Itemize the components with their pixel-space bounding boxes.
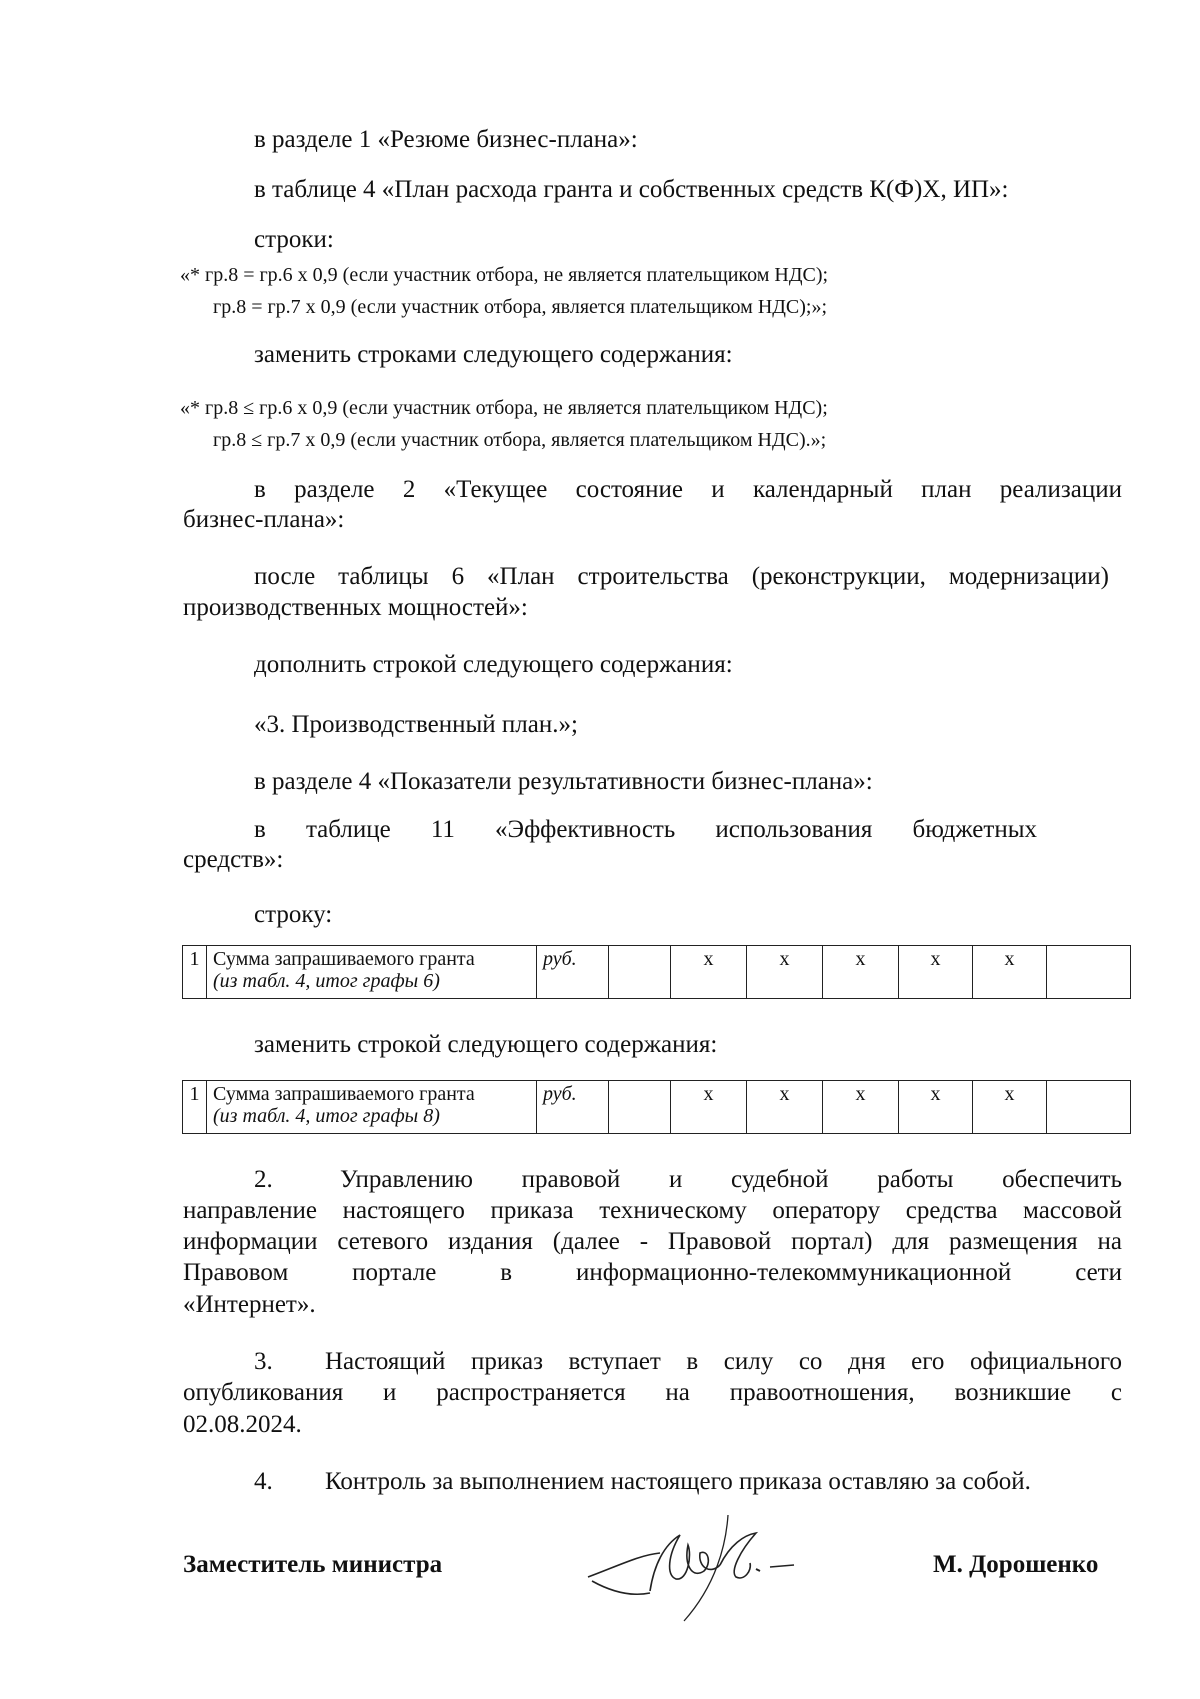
row-number: 1 <box>183 1081 207 1134</box>
value-cell <box>609 946 671 999</box>
signer-position: Заместитель министра <box>183 1551 443 1578</box>
table-row <box>183 946 1131 999</box>
item2-number: 2. <box>254 1166 273 1193</box>
item2-line5: «Интернет». <box>183 1291 316 1318</box>
value-cell: х <box>973 1081 1047 1134</box>
row-number: 1 <box>183 946 207 999</box>
item4-number: 4. <box>254 1468 273 1495</box>
value-cell <box>1047 946 1131 999</box>
value-cell: х <box>899 1081 973 1134</box>
paragraph-table11-line1: в таблице 11 «Эффективность использования бюджетных <box>254 816 1037 843</box>
item3-line2: опубликования и распространяется на правоотношения, возникшие с <box>183 1379 1122 1406</box>
paragraph-section4: в разделе 4 «Показатели результативности бизнес-плана»: <box>254 768 873 795</box>
value-cell: х <box>823 946 899 999</box>
item2-line3: информации сетевого издания (далее - Правовой портал) для размещения на <box>183 1228 1122 1255</box>
item2-line2: направление настоящего приказа техническому оператору средства массовой <box>183 1197 1122 1224</box>
item3-line3: 02.08.2024. <box>183 1411 302 1438</box>
unit-cell: руб. <box>537 946 609 999</box>
item3-number: 3. <box>254 1348 273 1375</box>
table-row-new <box>182 1080 1131 1134</box>
paragraph-add-row: дополнить строкой следующего содержания: <box>254 651 733 678</box>
item3-line1: Настоящий приказ вступает в силу со дня его официального <box>325 1348 1122 1375</box>
paragraph-section2-line2: бизнес-плана»: <box>183 506 345 533</box>
value-cell: х <box>747 1081 823 1134</box>
value-cell: х <box>671 1081 747 1134</box>
quote-old-line2: гр.8 = гр.7 х 0,9 (если участник отбора, является плательщиком НДС);»; <box>213 296 828 318</box>
paragraph-after-table6-line1: после таблицы 6 «План строительства (реконструкции, модернизации) <box>254 563 1109 590</box>
paragraph-table11-line2: средств»: <box>183 846 284 873</box>
item4-text: Контроль за выполнением настоящего приказа оставляю за собой. <box>325 1468 1031 1495</box>
value-cell: х <box>671 946 747 999</box>
paragraph-production-plan: «3. Производственный план.»; <box>254 711 578 738</box>
table-row <box>183 1081 1131 1134</box>
value-cell <box>609 1081 671 1134</box>
paragraph-table4: в таблице 4 «План расхода гранта и собственных средств К(Ф)Х, ИП»: <box>254 176 1009 203</box>
item2-line4: Правовом портале в информационно-телекоммуникационной сети <box>183 1259 1122 1286</box>
item2-line1: Управлению правовой и судебной работы обеспечить <box>340 1166 1122 1193</box>
handwritten-signature <box>580 1505 800 1625</box>
paragraph-section1: в разделе 1 «Резюме бизнес-плана»: <box>254 126 638 153</box>
paragraph-row-label: строку: <box>254 901 333 928</box>
indicator-name <box>207 1081 537 1134</box>
quote-old-line1: «* гр.8 = гр.6 х 0,9 (если участник отбора, не является плательщиком НДС); <box>180 264 829 286</box>
value-cell: х <box>899 946 973 999</box>
value-cell: х <box>747 946 823 999</box>
paragraph-replace-rows: заменить строками следующего содержания: <box>254 341 733 368</box>
paragraph-after-table6-line2: производственных мощностей»: <box>183 594 528 621</box>
indicator-name <box>207 946 537 999</box>
indicator-source: (из табл. 4, итог графы 6) <box>213 970 440 992</box>
paragraph-section2-line1: в разделе 2 «Текущее состояние и календарный план реализации <box>254 476 1122 503</box>
value-cell: х <box>973 946 1047 999</box>
quote-new-line2: гр.8 ≤ гр.7 х 0,9 (если участник отбора, является плательщиком НДС).»; <box>213 429 827 451</box>
paragraph-rows: строки: <box>254 226 334 253</box>
signer-name: М. Дорошенко <box>933 1551 1099 1578</box>
indicator-title: Сумма запрашиваемого гранта <box>213 1083 475 1105</box>
indicator-source: (из табл. 4, итог графы 8) <box>213 1105 440 1127</box>
value-cell <box>1047 1081 1131 1134</box>
quote-new-line1: «* гр.8 ≤ гр.6 х 0,9 (если участник отбора, не является плательщиком НДС); <box>180 397 828 419</box>
indicator-title: Сумма запрашиваемого гранта <box>213 948 475 970</box>
value-cell: х <box>823 1081 899 1134</box>
unit-cell: руб. <box>537 1081 609 1134</box>
table-row-old <box>182 945 1131 999</box>
paragraph-replace-row: заменить строкой следующего содержания: <box>254 1031 718 1058</box>
